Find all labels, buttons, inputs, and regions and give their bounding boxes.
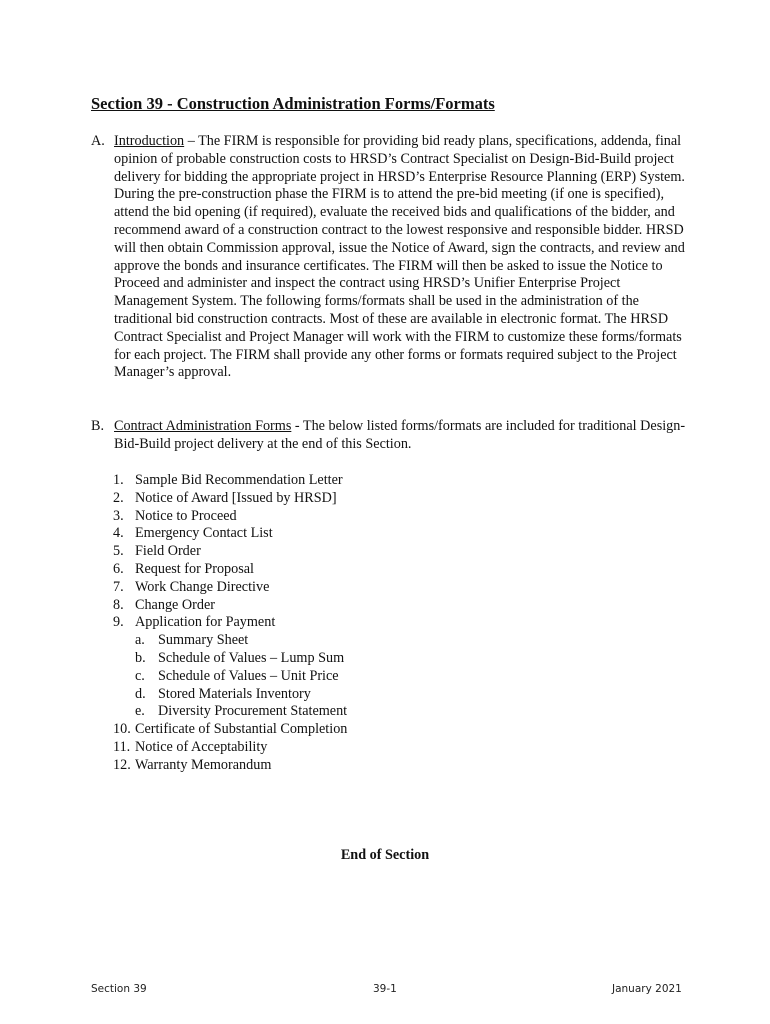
sub-list-letter: b. (135, 649, 146, 666)
list-label: Request for Proposal (135, 560, 255, 577)
list-item (113, 561, 347, 579)
list-item (113, 508, 347, 526)
list-label: Application for Payment (135, 614, 276, 631)
list-number: 2. (113, 489, 124, 506)
sub-list-item (113, 703, 347, 721)
list-item (113, 579, 347, 597)
introduction-lead: Introduction (114, 133, 185, 149)
footer-date: January 2021 (612, 983, 682, 995)
sub-list-item (113, 686, 347, 704)
list-label: Notice of Acceptability (135, 738, 268, 755)
paragraph-contract-forms (91, 418, 691, 454)
list-item (113, 721, 347, 739)
list-number: 7. (113, 578, 124, 595)
list-number: 1. (113, 472, 124, 488)
introduction-text: – The FIRM is responsible for providing bid ready plans, specifications, addenda, final opinion of probable construction costs to HRSD’s Contract Specialist on Design-Bid-Build project delivery for bidding the appropriate project in HRSD’s Enterprise Resource Planning (ERP) System. During the pre-construction phase the FIRM is to attend the pre-bid meeting (if one is specified), attend the bid opening (if required), evaluate the received bids and qualifications of the bidder, and recommend award of a construction contract to the lowest responsive and responsible bidder. HRSD will then obtain Commission approval, issue the Notice of Award, sign the contracts, and review and approve the bonds and insurance certificates. The FIRM will then be asked to issue the Notice to Proceed and administer and inspect the contract using HRSD’s Unifier Enterprise Project Management System. The following forms/formats shall be used in the administration of the traditional bid construction contracts. Most of these are available in electronic format. The HRSD Contract Specialist and Project Manager will work with the FIRM to customize these forms/formats for each project. The FIRM shall provide any other forms or formats required subject to the Project Manager’s approval. (114, 133, 685, 381)
paragraph-marker: B. (91, 418, 105, 434)
paragraph-marker: A. (91, 133, 105, 149)
list-label: Sample Bid Recommendation Letter (135, 472, 343, 488)
list-label: Work Change Directive (135, 578, 270, 595)
contract-forms-lead: Contract Administration Forms (114, 418, 292, 434)
list-number: 3. (113, 507, 124, 524)
list-item (113, 525, 347, 543)
footer-section-label: Section 39 (91, 983, 147, 995)
sub-list-letter: a. (135, 632, 145, 649)
sub-list-label: Schedule of Values – Unit Price (158, 667, 339, 684)
list-number: 5. (113, 543, 124, 560)
list-item (113, 472, 347, 490)
sub-list-label: Stored Materials Inventory (158, 685, 311, 702)
footer-page-number: 39-1 (373, 983, 397, 995)
list-label: Certificate of Substantial Completion (135, 721, 348, 738)
list-label: Warranty Memorandum (135, 756, 272, 773)
list-number: 12. (113, 756, 131, 773)
end-of-section: End of Section (340, 847, 430, 863)
list-item (113, 543, 347, 561)
paragraph-body (114, 133, 691, 382)
list-item (113, 490, 347, 508)
sub-list-letter: e. (135, 703, 145, 720)
list-item (113, 614, 347, 632)
list-number: 9. (113, 614, 124, 631)
list-item (113, 739, 347, 757)
list-item (113, 757, 347, 775)
list-label: Emergency Contact List (135, 525, 273, 542)
sub-list-letter: c. (135, 667, 145, 684)
sub-list-item (113, 632, 347, 650)
forms-list (113, 472, 347, 775)
sub-list-label: Diversity Procurement Statement (158, 703, 348, 720)
list-number: 8. (113, 596, 124, 613)
contract-forms-text: - The below listed forms/formats are included for traditional Design-Bid-Build project delivery at the end of this Section. (114, 418, 686, 452)
list-label: Field Order (135, 543, 201, 560)
list-label: Notice of Award [Issued by HRSD] (135, 489, 337, 506)
list-number: 11. (113, 738, 131, 755)
list-number: 10. (113, 721, 131, 738)
paragraph-introduction (91, 133, 691, 382)
sub-list-letter: d. (135, 685, 146, 702)
list-label: Change Order (135, 596, 215, 613)
paragraph-body (114, 418, 691, 454)
list-label: Notice to Proceed (135, 507, 237, 524)
section-heading: Section 39 - Construction Administration Forms/Formats (91, 94, 495, 113)
list-item (113, 597, 347, 615)
sub-list-label: Summary Sheet (158, 632, 249, 649)
list-number: 4. (113, 525, 124, 542)
list-number: 6. (113, 560, 124, 577)
sub-list-item (113, 668, 347, 686)
sub-list-item (113, 650, 347, 668)
sub-list-label: Schedule of Values – Lump Sum (158, 649, 345, 666)
